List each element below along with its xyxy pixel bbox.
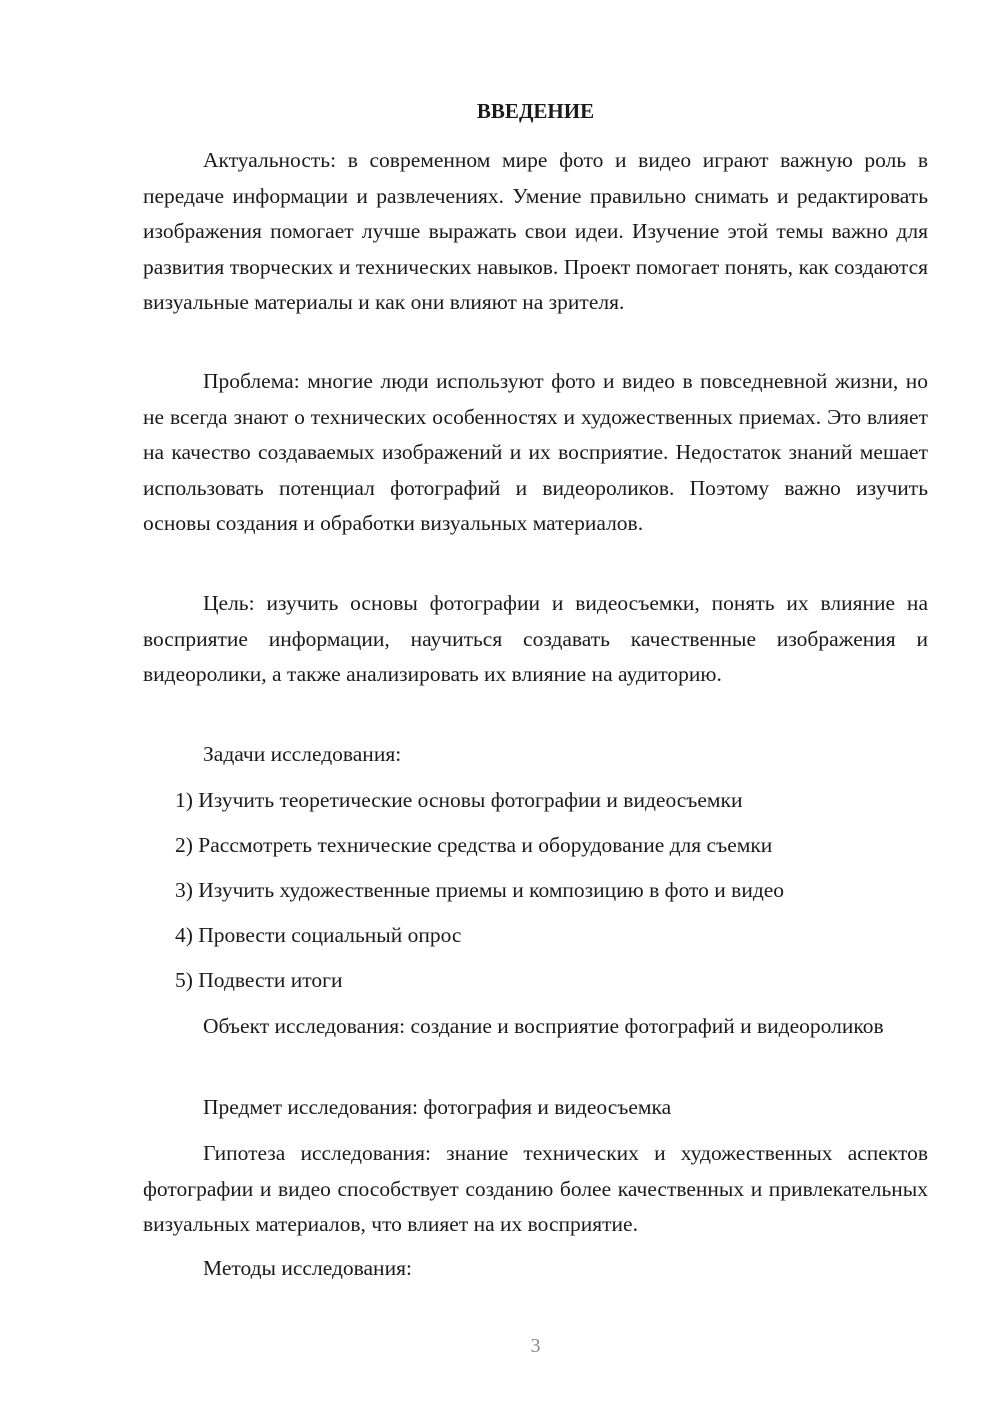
- list-item: 4) Провести социальный опрос: [175, 923, 462, 947]
- page-title: ВВЕДЕНИЕ: [476, 99, 595, 123]
- methods-paragraph: Методы исследования:: [203, 1256, 412, 1280]
- document-page: [143, 0, 928, 1414]
- list-item: 2) Рассмотреть технические средства и оборудование для съемки: [175, 833, 773, 857]
- page-number: 3: [530, 1335, 541, 1357]
- tasks-heading: Задачи исследования:: [203, 742, 402, 766]
- goal-paragraph: Цель: изучить основы фотографии и видеосъемки, понять их влияние на восприятие информации, научиться создавать качественные изображения и видеоролики, а также анализировать их влияние на аудиторию.: [143, 591, 928, 686]
- list-item: 3) Изучить художественные приемы и композицию в фото и видео: [175, 878, 785, 902]
- list-item: 5) Подвести итоги: [175, 968, 343, 992]
- relevance-paragraph: Актуальность: в современном мире фото и видео играют важную роль в передаче информации и развлечениях. Умение правильно снимать и редактировать изображения помогает лучше выражать свои идеи. Изучение этой темы важно для развития творческих и технических навыков. Проект помогает понять, как создаются визуальные материалы и как они влияют на зрителя.: [143, 148, 928, 314]
- object-paragraph: Объект исследования: создание и восприятие фотографий и видеороликов: [203, 1014, 884, 1038]
- subject-paragraph: Предмет исследования: фотография и видеосъемка: [203, 1095, 672, 1119]
- problem-paragraph: Проблема: многие люди используют фото и видео в повседневной жизни, но не всегда знают о технических особенностях и художественных приемах. Это влияет на качество создаваемых изображений и их восприятие. Недостаток знаний мешает использовать потенциал фотографий и видеороликов. Поэтому важно изучить основы создания и обработки визуальных материалов.: [143, 369, 928, 535]
- list-item: 1) Изучить теоретические основы фотографии и видеосъемки: [175, 788, 743, 812]
- hypothesis-paragraph: Гипотеза исследования: знание технических и художественных аспектов фотографии и видео способствует созданию более качественных и привлекательных визуальных материалов, что влияет на их восприятие.: [143, 1141, 928, 1236]
